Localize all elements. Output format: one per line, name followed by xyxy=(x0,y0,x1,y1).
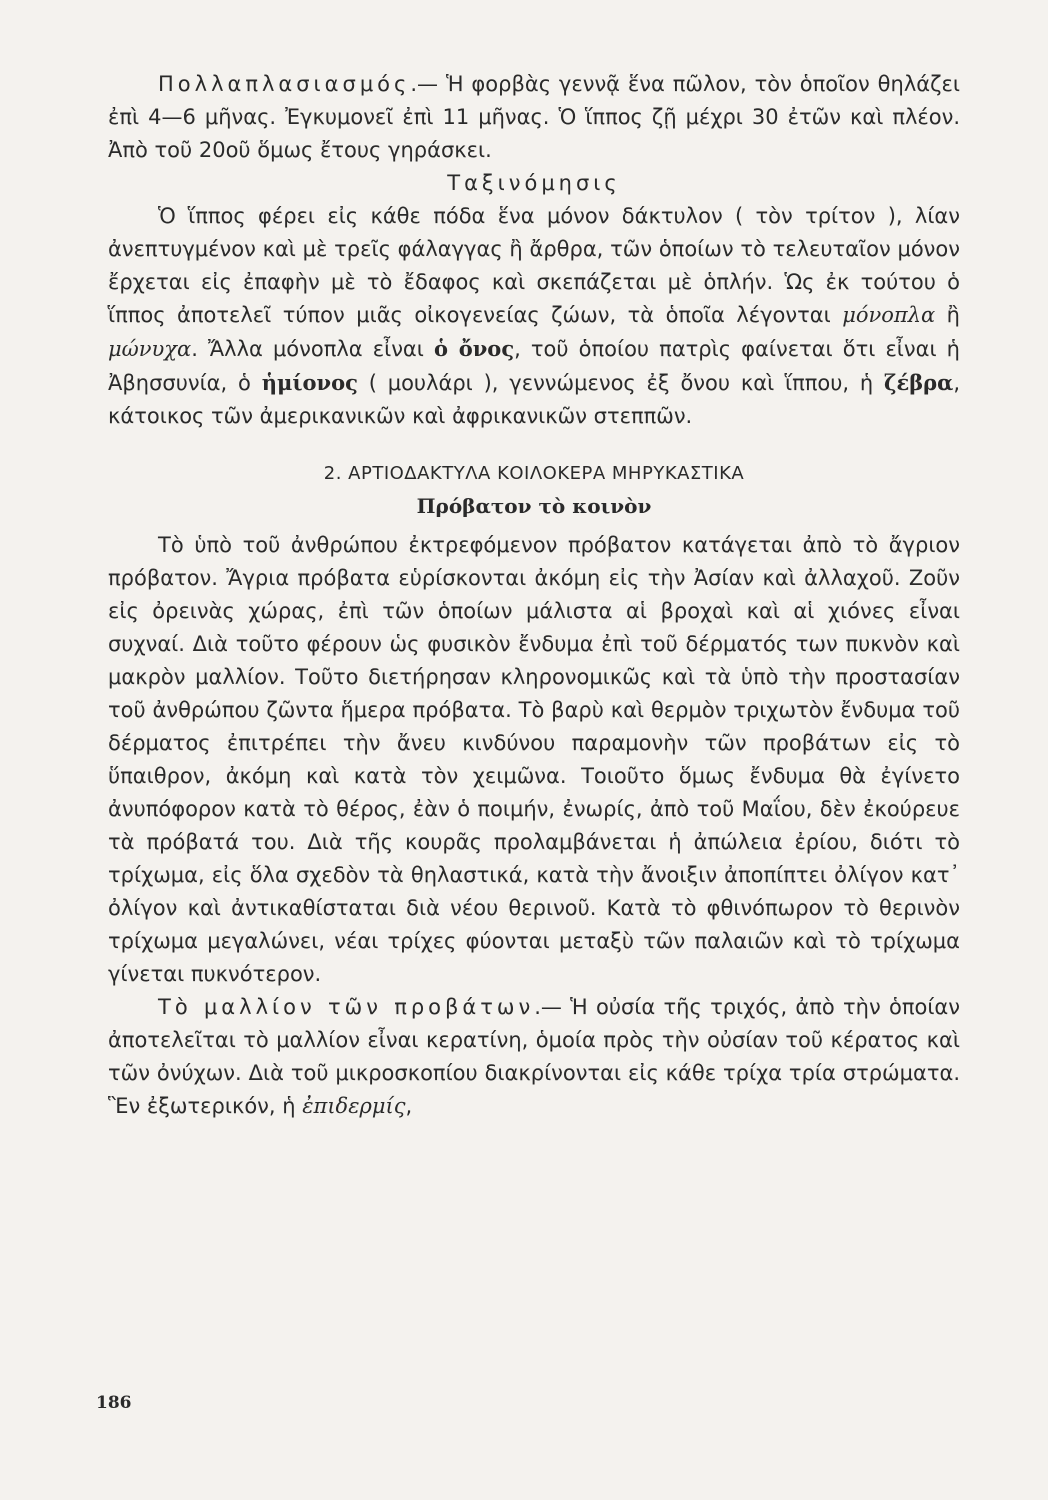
bold-term: ζέβρα xyxy=(884,370,954,395)
text-run: , xyxy=(405,1094,413,1118)
subheading-taxonomy: Ταξινόμησις xyxy=(447,171,621,195)
italic-term: μόνοπλα xyxy=(842,303,936,327)
text-run: ἢ xyxy=(935,303,960,327)
paragraph-reproduction xyxy=(108,68,960,167)
paragraph-taxonomy xyxy=(108,200,960,433)
bold-term: ἡμίονος xyxy=(261,370,358,395)
italic-term: μώνυχα xyxy=(108,337,192,361)
paragraph-heading: Τὸ μαλλίον τῶν προβάτων xyxy=(158,995,535,1019)
section-subtitle: Πρόβατον τὸ κοινὸν xyxy=(416,494,652,518)
text-run: , κάτοικος τῶν ἀμερικανικῶν καὶ ἀφρικανικῶν στεππῶν. xyxy=(108,371,960,428)
bold-term: ὁ ὄνος xyxy=(433,336,515,361)
text-run: Ὁ ἵππος φέρει εἰς κάθε πόδα ἕνα μόνον δάκτυλον ( τὸν τρίτον ), λίαν ἀνεπτυγμένον καὶ μὲ τρεῖς φάλαγγας ἢ ἄρθρα, τῶν ὁποίων τὸ τελευταῖον μόνον ἔρχεται εἰς ἐπαφὴν μὲ τὸ ἔδαφος καὶ σκεπάζεται μὲ ὁπλήν. Ὡς ἐκ τούτου ὁ ἵππος ἀποτελεῖ τύπον μιᾶς οἰκογενείας ζώων, τὰ ὁποῖα λέγονται xyxy=(108,204,960,327)
paragraph-text: .— Ἡ φορβὰς γεννᾷ ἕνα πῶλον, τὸν ὁποῖον θηλάζει ἐπὶ 4—6 μῆνας. Ἐγκυμονεῖ ἐπὶ 11 μῆνας. Ὁ ἵππος ζῇ μέχρι 30 ἐτῶν καὶ πλέον. Ἀπὸ τοῦ 20οῦ ὅμως ἔτους γηράσκει. xyxy=(108,72,960,162)
text-run: ( μουλάρι ), γεννώμενος ἐξ ὄνου καὶ ἵππου, ἡ xyxy=(357,371,885,395)
section-heading: 2. ΑΡΤΙΟΔΑΚΤΥΛΑ ΚΟΙΛΟΚΕΡΑ ΜΗΡΥΚΑΣΤΙΚΑ xyxy=(323,463,745,484)
paragraph-sheep: Τὸ ὑπὸ τοῦ ἀνθρώπου ἐκτρεφόμενον πρόβατον κατάγεται ἀπὸ τὸ ἄγριον πρόβατον. Ἄγρια πρόβατα εὑρίσκονται ἀκόμη εἰς τὴν Ἀσίαν καὶ ἀλλαχοῦ. Ζοῦν εἰς ὀρεινὰς χώρας, ἐπὶ τῶν ὁποίων μάλιστα αἱ βροχαὶ καὶ αἱ χιόνες εἶναι συχναί. Διὰ τοῦτο φέρουν ὡς φυσικὸν ἔνδυμα ἐπὶ τοῦ δέρματός των πυκνὸν καὶ μακρὸν μαλλίον. Τοῦτο διετήρησαν κληρονομικῶς καὶ τὰ ὑπὸ τὴν προστασίαν τοῦ ἀνθρώπου ζῶντα ἥμερα πρόβατα. Τὸ βαρὺ καὶ θερμὸν τριχωτὸν ἔνδυμα τοῦ δέρματος ἐπιτρέπει τὴν ἄνευ κινδύνου παραμονὴν τῶν προβάτων εἰς τὸ ὕπαιθρον, ἀκόμη καὶ κατὰ τὸν χειμῶνα. Τοιοῦτο ὅμως ἔνδυμα θὰ ἐγίνετο ἀνυπόφορον κατὰ τὸ θέρος, ἐὰν ὁ ποιμήν, ἐνωρίς, ἀπὸ τοῦ Μαΐου, δὲν ἐκούρευε τὰ πρόβατά του. Διὰ τῆς κουρᾶς προλαμβάνεται ἡ ἀπώλεια ἐρίου, διότι τὸ τρίχωμα, εἰς ὅλα σχεδὸν τὰ θηλαστικά, κατὰ τὴν ἄνοιξιν ἀποπίπτει ὀλίγον κατ᾽ ὀλίγον καὶ ἀντικαθίσταται διὰ νέου θερινοῦ. Κατὰ τὸ φθινόπωρον τὸ θερινὸν τρίχωμα μεγαλώνει, νέαι τρίχες φύονται μεταξὺ τῶν παλαιῶν καὶ τὸ τρίχωμα γίνεται πυκνότερον. xyxy=(108,533,960,986)
paragraph-heading: Πολλαπλασιασμός xyxy=(158,72,411,96)
text-run: .— Ἡ οὐσία τῆς τριχός, ἀπὸ τὴν ὁποίαν ἀποτελεῖται τὸ μαλλίον εἶναι κερατίνη, ὁμοία πρὸς τὴν οὐσίαν τοῦ κέρατος καὶ τῶν ὀνύχων. Διὰ τοῦ μικροσκοπίου διακρίνονται εἰς κάθε τρίχα τρία στρώματα. Ἓν ἐξωτερικόν, ἡ xyxy=(108,995,960,1118)
page-number: 186 xyxy=(96,1393,132,1413)
italic-term: ἐπιδερμίς xyxy=(302,1094,406,1118)
text-run: . Ἄλλα μόνοπλα εἶναι xyxy=(191,337,434,361)
text-run: , τοῦ ὁποίου πατρὶς φαίνεται ὅτι εἶναι ἡ Ἀβησσυνία, ὁ xyxy=(108,337,960,395)
paragraph-wool xyxy=(108,991,960,1123)
